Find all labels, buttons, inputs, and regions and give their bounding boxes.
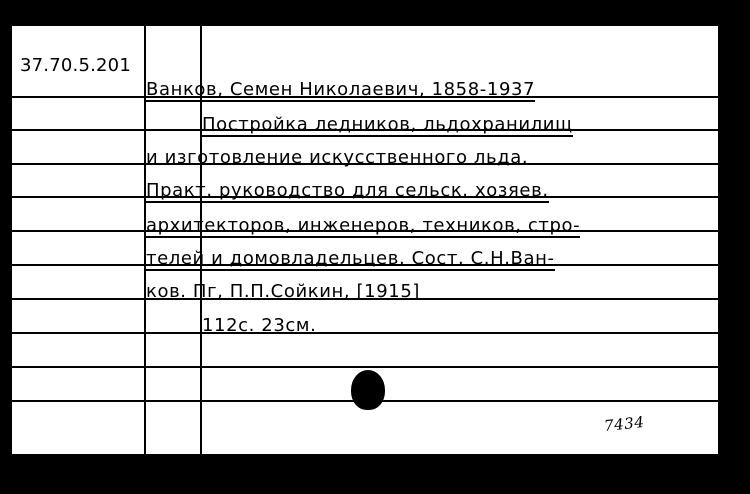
- description-line-3: Практ. руководство для сельск. хозяев,: [146, 180, 549, 201]
- title-line-2: и изготовление искусственного льда.: [146, 147, 529, 168]
- imprint-line: ков. Пг, П.П.Сойкин, [1915]: [146, 281, 421, 302]
- inventory-mark: 7434: [603, 412, 646, 436]
- catalog-card: [12, 26, 718, 454]
- call-number: 37.70.5.201: [20, 55, 131, 76]
- punch-hole: [351, 370, 385, 410]
- rule-line: [12, 332, 718, 334]
- title-line-1: Постройка ледников, льдохранилищ: [202, 114, 573, 135]
- rule-line: [12, 366, 718, 368]
- description-line-4: архитекторов, инженеров, техников, стро-: [146, 215, 581, 236]
- collation-line: 112с. 23см.: [202, 315, 317, 336]
- author-heading: Ванков, Семен Николаевич, 1858-1937: [146, 79, 536, 100]
- description-line-5: телей и домовладельцев. Сост. С.Н.Ван-: [146, 248, 555, 269]
